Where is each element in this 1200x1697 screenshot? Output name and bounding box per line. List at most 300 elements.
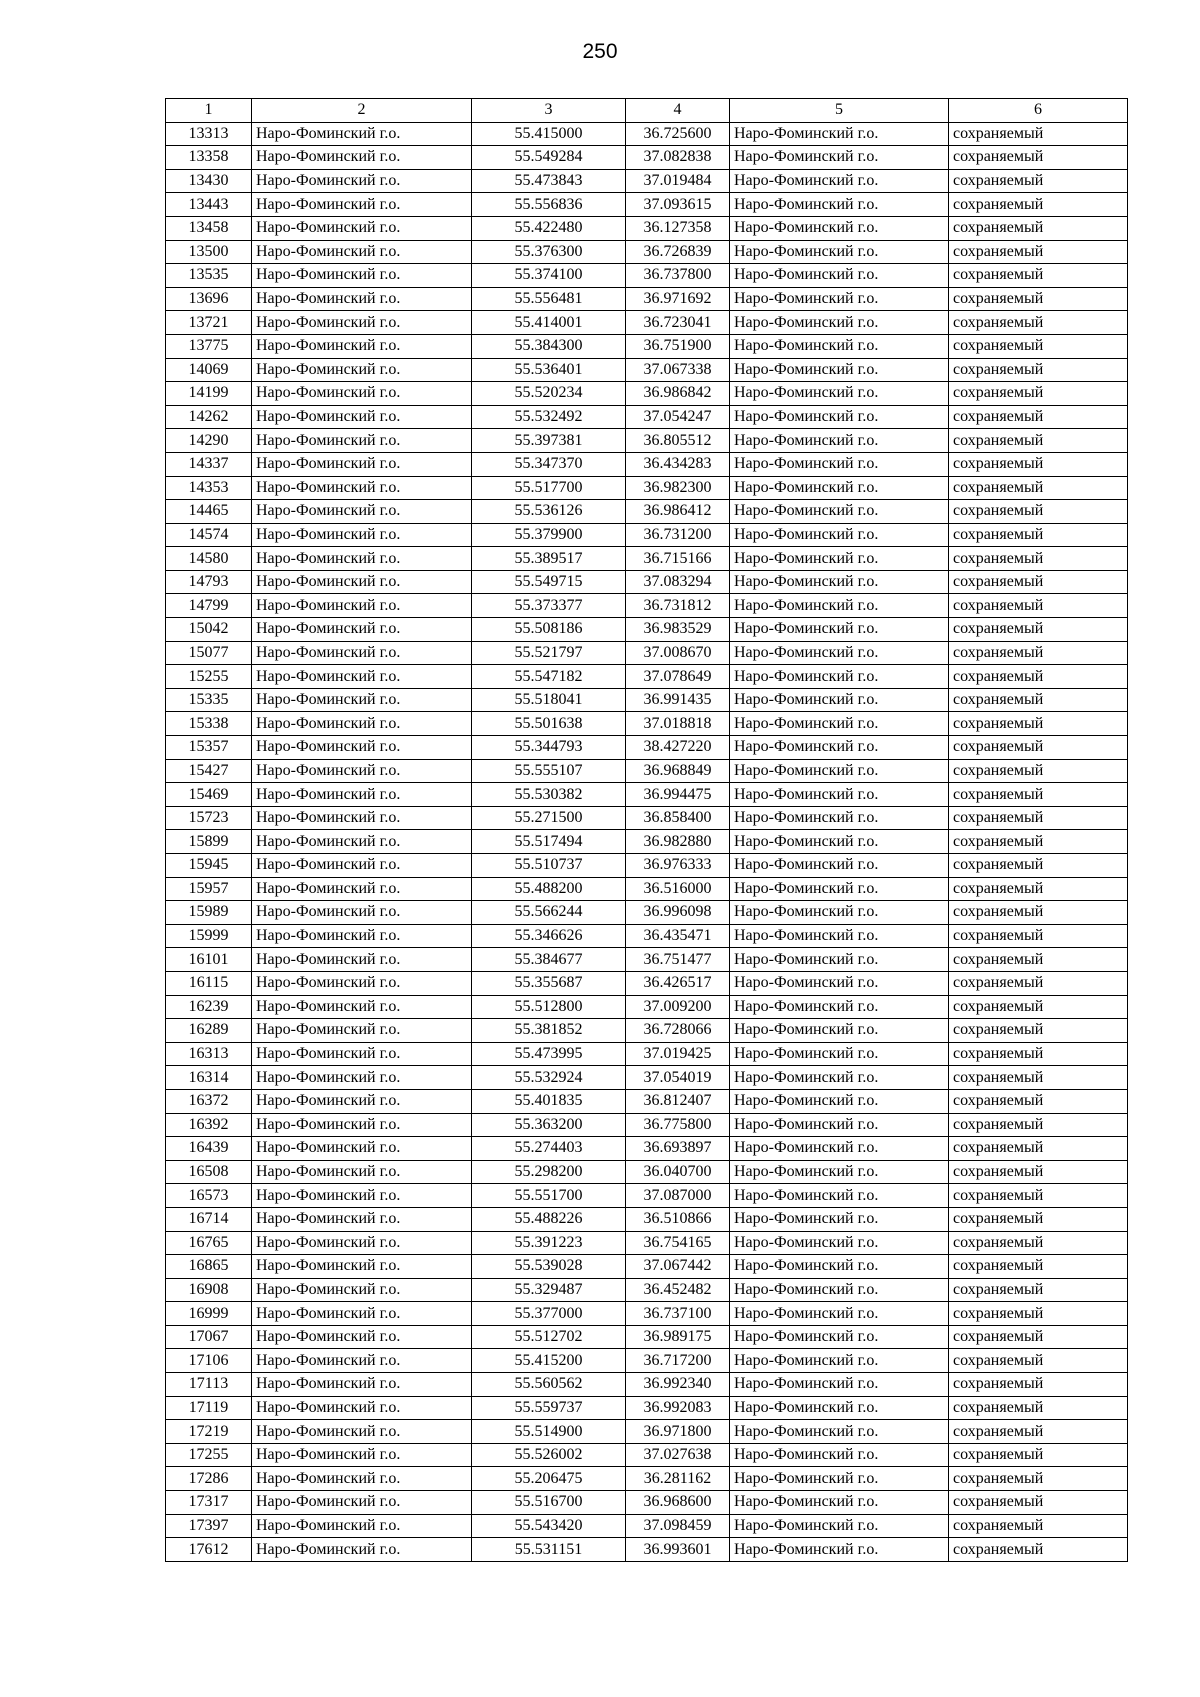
cell-district: Наро-Фоминский г.о. <box>252 429 472 453</box>
cell-status: сохраняемый <box>949 169 1128 193</box>
cell-longitude: 36.993601 <box>626 1538 730 1562</box>
cell-latitude: 55.549715 <box>472 570 626 594</box>
table-row <box>166 264 1128 288</box>
cell-district: Наро-Фоминский г.о. <box>252 570 472 594</box>
cell-status: сохраняемый <box>949 1514 1128 1538</box>
cell-id: 17255 <box>166 1443 252 1467</box>
cell-status: сохраняемый <box>949 570 1128 594</box>
cell-status: сохраняемый <box>949 1019 1128 1043</box>
cell-district: Наро-Фоминский г.о. <box>252 618 472 642</box>
cell-longitude: 37.019484 <box>626 169 730 193</box>
cell-id: 14465 <box>166 500 252 524</box>
table-row <box>166 193 1128 217</box>
cell-latitude: 55.520234 <box>472 382 626 406</box>
cell-municipality: Наро-Фоминский г.о. <box>730 1396 949 1420</box>
table-row <box>166 1302 1128 1326</box>
cell-district: Наро-Фоминский г.о. <box>252 665 472 689</box>
cell-district: Наро-Фоминский г.о. <box>252 783 472 807</box>
cell-district: Наро-Фоминский г.о. <box>252 1255 472 1279</box>
cell-municipality: Наро-Фоминский г.о. <box>730 948 949 972</box>
cell-status: сохраняемый <box>949 1160 1128 1184</box>
cell-id: 13500 <box>166 240 252 264</box>
table-row <box>166 783 1128 807</box>
cell-id: 16439 <box>166 1137 252 1161</box>
cell-district: Наро-Фоминский г.о. <box>252 287 472 311</box>
cell-district: Наро-Фоминский г.о. <box>252 830 472 854</box>
cell-id: 16101 <box>166 948 252 972</box>
cell-latitude: 55.531151 <box>472 1538 626 1562</box>
cell-latitude: 55.516700 <box>472 1491 626 1515</box>
cell-status: сохраняемый <box>949 216 1128 240</box>
cell-id: 15999 <box>166 924 252 948</box>
cell-longitude: 36.982300 <box>626 476 730 500</box>
table-row <box>166 948 1128 972</box>
cell-municipality: Наро-Фоминский г.о. <box>730 1373 949 1397</box>
cell-status: сохраняемый <box>949 1538 1128 1562</box>
cell-latitude: 55.473995 <box>472 1042 626 1066</box>
table-row <box>166 712 1128 736</box>
cell-latitude: 55.508186 <box>472 618 626 642</box>
cell-longitude: 36.996098 <box>626 901 730 925</box>
cell-latitude: 55.347370 <box>472 452 626 476</box>
cell-municipality: Наро-Фоминский г.о. <box>730 830 949 854</box>
cell-longitude: 37.009200 <box>626 995 730 1019</box>
cell-municipality: Наро-Фоминский г.о. <box>730 1113 949 1137</box>
cell-municipality: Наро-Фоминский г.о. <box>730 712 949 736</box>
cell-id: 15989 <box>166 901 252 925</box>
cell-district: Наро-Фоминский г.о. <box>252 901 472 925</box>
cell-latitude: 55.488200 <box>472 877 626 901</box>
cell-status: сохраняемый <box>949 783 1128 807</box>
table-row <box>166 1255 1128 1279</box>
cell-status: сохраняемый <box>949 429 1128 453</box>
cell-latitude: 55.391223 <box>472 1231 626 1255</box>
cell-longitude: 37.098459 <box>626 1514 730 1538</box>
cell-district: Наро-Фоминский г.о. <box>252 146 472 170</box>
cell-municipality: Наро-Фоминский г.о. <box>730 523 949 547</box>
cell-longitude: 36.968600 <box>626 1491 730 1515</box>
cell-status: сохраняемый <box>949 1349 1128 1373</box>
cell-id: 16865 <box>166 1255 252 1279</box>
table-row <box>166 759 1128 783</box>
cell-district: Наро-Фоминский г.о. <box>252 1302 472 1326</box>
cell-district: Наро-Фоминский г.о. <box>252 712 472 736</box>
cell-id: 14199 <box>166 382 252 406</box>
cell-id: 13443 <box>166 193 252 217</box>
cell-municipality: Наро-Фоминский г.о. <box>730 570 949 594</box>
cell-id: 17119 <box>166 1396 252 1420</box>
cell-district: Наро-Фоминский г.о. <box>252 1467 472 1491</box>
table-header-row <box>166 99 1128 123</box>
table-row <box>166 429 1128 453</box>
cell-latitude: 55.473843 <box>472 169 626 193</box>
cell-longitude: 36.994475 <box>626 783 730 807</box>
cell-latitude: 55.514900 <box>472 1420 626 1444</box>
cell-municipality: Наро-Фоминский г.о. <box>730 1514 949 1538</box>
cell-municipality: Наро-Фоминский г.о. <box>730 1349 949 1373</box>
cell-district: Наро-Фоминский г.о. <box>252 1396 472 1420</box>
cell-municipality: Наро-Фоминский г.о. <box>730 287 949 311</box>
cell-municipality: Наро-Фоминский г.о. <box>730 405 949 429</box>
cell-longitude: 36.751477 <box>626 948 730 972</box>
cell-municipality: Наро-Фоминский г.о. <box>730 1538 949 1562</box>
column-header: 5 <box>730 99 949 123</box>
cell-status: сохраняемый <box>949 854 1128 878</box>
cell-id: 14580 <box>166 547 252 571</box>
data-table-container <box>165 98 1127 1562</box>
table-row <box>166 1066 1128 1090</box>
cell-longitude: 36.971800 <box>626 1420 730 1444</box>
cell-longitude: 36.992340 <box>626 1373 730 1397</box>
cell-municipality: Наро-Фоминский г.о. <box>730 806 949 830</box>
cell-district: Наро-Фоминский г.о. <box>252 1113 472 1137</box>
cell-municipality: Наро-Фоминский г.о. <box>730 971 949 995</box>
cell-latitude: 55.539028 <box>472 1255 626 1279</box>
cell-municipality: Наро-Фоминский г.о. <box>730 688 949 712</box>
cell-municipality: Наро-Фоминский г.о. <box>730 1089 949 1113</box>
cell-district: Наро-Фоминский г.о. <box>252 877 472 901</box>
cell-latitude: 55.344793 <box>472 736 626 760</box>
cell-municipality: Наро-Фоминский г.о. <box>730 1042 949 1066</box>
table-row <box>166 382 1128 406</box>
table-row <box>166 287 1128 311</box>
cell-id: 15899 <box>166 830 252 854</box>
cell-id: 15427 <box>166 759 252 783</box>
column-header: 1 <box>166 99 252 123</box>
table-row <box>166 311 1128 335</box>
cell-status: сохраняемый <box>949 948 1128 972</box>
table-row <box>166 1042 1128 1066</box>
cell-municipality: Наро-Фоминский г.о. <box>730 122 949 146</box>
table-row <box>166 570 1128 594</box>
table-row <box>166 1137 1128 1161</box>
cell-status: сохраняемый <box>949 500 1128 524</box>
cell-id: 13430 <box>166 169 252 193</box>
table-row <box>166 1184 1128 1208</box>
cell-status: сохраняемый <box>949 1278 1128 1302</box>
cell-latitude: 55.532492 <box>472 405 626 429</box>
cell-status: сохраняемый <box>949 1042 1128 1066</box>
cell-latitude: 55.377000 <box>472 1302 626 1326</box>
table-row <box>166 216 1128 240</box>
cell-longitude: 36.726839 <box>626 240 730 264</box>
cell-municipality: Наро-Фоминский г.о. <box>730 759 949 783</box>
page-number: 250 <box>582 40 618 63</box>
cell-district: Наро-Фоминский г.о. <box>252 1042 472 1066</box>
cell-latitude: 55.389517 <box>472 547 626 571</box>
table-row <box>166 1373 1128 1397</box>
cell-latitude: 55.510737 <box>472 854 626 878</box>
cell-district: Наро-Фоминский г.о. <box>252 1514 472 1538</box>
table-row <box>166 1514 1128 1538</box>
cell-district: Наро-Фоминский г.о. <box>252 854 472 878</box>
cell-id: 16714 <box>166 1207 252 1231</box>
cell-district: Наро-Фоминский г.о. <box>252 806 472 830</box>
table-row <box>166 806 1128 830</box>
cell-longitude: 36.986412 <box>626 500 730 524</box>
table-row <box>166 1160 1128 1184</box>
cell-latitude: 55.555107 <box>472 759 626 783</box>
cell-latitude: 55.536126 <box>472 500 626 524</box>
cell-id: 13775 <box>166 334 252 358</box>
cell-id: 17397 <box>166 1514 252 1538</box>
cell-municipality: Наро-Фоминский г.о. <box>730 193 949 217</box>
cell-status: сохраняемый <box>949 830 1128 854</box>
cell-status: сохраняемый <box>949 287 1128 311</box>
cell-municipality: Наро-Фоминский г.о. <box>730 1231 949 1255</box>
cell-status: сохраняемый <box>949 1420 1128 1444</box>
cell-district: Наро-Фоминский г.о. <box>252 1538 472 1562</box>
cell-longitude: 36.775800 <box>626 1113 730 1137</box>
cell-id: 15945 <box>166 854 252 878</box>
cell-municipality: Наро-Фоминский г.о. <box>730 783 949 807</box>
cell-id: 17113 <box>166 1373 252 1397</box>
cell-district: Наро-Фоминский г.о. <box>252 547 472 571</box>
cell-longitude: 36.754165 <box>626 1231 730 1255</box>
cell-id: 14574 <box>166 523 252 547</box>
cell-longitude: 36.731200 <box>626 523 730 547</box>
cell-district: Наро-Фоминский г.о. <box>252 1137 472 1161</box>
cell-district: Наро-Фоминский г.о. <box>252 311 472 335</box>
table-row <box>166 924 1128 948</box>
cell-longitude: 36.728066 <box>626 1019 730 1043</box>
cell-longitude: 37.027638 <box>626 1443 730 1467</box>
cell-id: 17317 <box>166 1491 252 1515</box>
cell-latitude: 55.560562 <box>472 1373 626 1397</box>
cell-id: 16765 <box>166 1231 252 1255</box>
cell-latitude: 55.521797 <box>472 641 626 665</box>
cell-municipality: Наро-Фоминский г.о. <box>730 594 949 618</box>
cell-municipality: Наро-Фоминский г.о. <box>730 1137 949 1161</box>
cell-district: Наро-Фоминский г.о. <box>252 382 472 406</box>
table-row <box>166 1325 1128 1349</box>
cell-id: 16392 <box>166 1113 252 1137</box>
cell-district: Наро-Фоминский г.о. <box>252 688 472 712</box>
cell-latitude: 55.355687 <box>472 971 626 995</box>
cell-district: Наро-Фоминский г.о. <box>252 1491 472 1515</box>
cell-district: Наро-Фоминский г.о. <box>252 122 472 146</box>
cell-longitude: 37.008670 <box>626 641 730 665</box>
cell-status: сохраняемый <box>949 358 1128 382</box>
table-row <box>166 641 1128 665</box>
cell-longitude: 36.731812 <box>626 594 730 618</box>
cell-latitude: 55.397381 <box>472 429 626 453</box>
column-header: 3 <box>472 99 626 123</box>
cell-latitude: 55.526002 <box>472 1443 626 1467</box>
cell-id: 16239 <box>166 995 252 1019</box>
cell-latitude: 55.488226 <box>472 1207 626 1231</box>
cell-status: сохраняемый <box>949 712 1128 736</box>
cell-id: 16115 <box>166 971 252 995</box>
table-row <box>166 1207 1128 1231</box>
table-row <box>166 901 1128 925</box>
cell-district: Наро-Фоминский г.о. <box>252 1184 472 1208</box>
cell-district: Наро-Фоминский г.о. <box>252 1278 472 1302</box>
cell-id: 15723 <box>166 806 252 830</box>
cell-longitude: 36.715166 <box>626 547 730 571</box>
table-row <box>166 476 1128 500</box>
cell-id: 16314 <box>166 1066 252 1090</box>
cell-id: 15338 <box>166 712 252 736</box>
cell-latitude: 55.559737 <box>472 1396 626 1420</box>
cell-district: Наро-Фоминский г.о. <box>252 358 472 382</box>
table-row <box>166 877 1128 901</box>
table-row <box>166 1231 1128 1255</box>
cell-status: сохраняемый <box>949 924 1128 948</box>
cell-district: Наро-Фоминский г.о. <box>252 971 472 995</box>
cell-municipality: Наро-Фоминский г.о. <box>730 618 949 642</box>
cell-latitude: 55.373377 <box>472 594 626 618</box>
cell-status: сохраняемый <box>949 1066 1128 1090</box>
cell-municipality: Наро-Фоминский г.о. <box>730 1491 949 1515</box>
cell-latitude: 55.384677 <box>472 948 626 972</box>
cell-municipality: Наро-Фоминский г.о. <box>730 476 949 500</box>
cell-id: 14262 <box>166 405 252 429</box>
table-row <box>166 1278 1128 1302</box>
cell-district: Наро-Фоминский г.о. <box>252 1325 472 1349</box>
cell-municipality: Наро-Фоминский г.о. <box>730 358 949 382</box>
cell-latitude: 55.556481 <box>472 287 626 311</box>
cell-longitude: 36.737800 <box>626 264 730 288</box>
cell-latitude: 55.414001 <box>472 311 626 335</box>
cell-longitude: 36.452482 <box>626 1278 730 1302</box>
table-row <box>166 971 1128 995</box>
table-row <box>166 452 1128 476</box>
cell-status: сохраняемый <box>949 523 1128 547</box>
cell-status: сохраняемый <box>949 1137 1128 1161</box>
table-row <box>166 240 1128 264</box>
cell-longitude: 36.991435 <box>626 688 730 712</box>
table-body <box>166 122 1128 1561</box>
cell-longitude: 36.426517 <box>626 971 730 995</box>
cell-longitude: 36.982880 <box>626 830 730 854</box>
cell-id: 15042 <box>166 618 252 642</box>
cell-id: 14337 <box>166 452 252 476</box>
cell-district: Наро-Фоминский г.о. <box>252 334 472 358</box>
cell-municipality: Наро-Фоминский г.о. <box>730 311 949 335</box>
cell-status: сохраняемый <box>949 476 1128 500</box>
column-header: 2 <box>252 99 472 123</box>
cell-longitude: 36.989175 <box>626 1325 730 1349</box>
cell-id: 16508 <box>166 1160 252 1184</box>
cell-latitude: 55.549284 <box>472 146 626 170</box>
cell-id: 17286 <box>166 1467 252 1491</box>
cell-status: сохраняемый <box>949 146 1128 170</box>
cell-municipality: Наро-Фоминский г.о. <box>730 1302 949 1326</box>
table-row <box>166 405 1128 429</box>
cell-latitude: 55.543420 <box>472 1514 626 1538</box>
table-row <box>166 830 1128 854</box>
cell-district: Наро-Фоминский г.о. <box>252 924 472 948</box>
cell-district: Наро-Фоминский г.о. <box>252 594 472 618</box>
cell-status: сохраняемый <box>949 618 1128 642</box>
table-row <box>166 1443 1128 1467</box>
cell-longitude: 36.516000 <box>626 877 730 901</box>
cell-district: Наро-Фоминский г.о. <box>252 452 472 476</box>
cell-latitude: 55.415200 <box>472 1349 626 1373</box>
table-row <box>166 334 1128 358</box>
cell-longitude: 37.067338 <box>626 358 730 382</box>
cell-status: сохраняемый <box>949 240 1128 264</box>
cell-id: 15957 <box>166 877 252 901</box>
cell-longitude: 36.992083 <box>626 1396 730 1420</box>
table-row <box>166 995 1128 1019</box>
cell-municipality: Наро-Фоминский г.о. <box>730 901 949 925</box>
cell-municipality: Наро-Фоминский г.о. <box>730 1420 949 1444</box>
cell-id: 16313 <box>166 1042 252 1066</box>
cell-id: 14799 <box>166 594 252 618</box>
cell-id: 15077 <box>166 641 252 665</box>
cell-longitude: 37.054247 <box>626 405 730 429</box>
cell-longitude: 36.976333 <box>626 854 730 878</box>
cell-municipality: Наро-Фоминский г.о. <box>730 1019 949 1043</box>
cell-municipality: Наро-Фоминский г.о. <box>730 429 949 453</box>
cell-latitude: 55.298200 <box>472 1160 626 1184</box>
cell-status: сохраняемый <box>949 594 1128 618</box>
table-row <box>166 1019 1128 1043</box>
cell-longitude: 37.087000 <box>626 1184 730 1208</box>
cell-latitude: 55.530382 <box>472 783 626 807</box>
cell-status: сохраняемый <box>949 688 1128 712</box>
cell-municipality: Наро-Фоминский г.о. <box>730 1467 949 1491</box>
cell-id: 13313 <box>166 122 252 146</box>
cell-municipality: Наро-Фоминский г.о. <box>730 169 949 193</box>
cell-longitude: 36.968849 <box>626 759 730 783</box>
cell-latitude: 55.384300 <box>472 334 626 358</box>
table-row <box>166 547 1128 571</box>
cell-latitude: 55.206475 <box>472 1467 626 1491</box>
cell-latitude: 55.415000 <box>472 122 626 146</box>
cell-status: сохраняемый <box>949 1113 1128 1137</box>
cell-latitude: 55.556836 <box>472 193 626 217</box>
cell-municipality: Наро-Фоминский г.о. <box>730 854 949 878</box>
cell-latitude: 55.551700 <box>472 1184 626 1208</box>
table-row <box>166 169 1128 193</box>
cell-latitude: 55.363200 <box>472 1113 626 1137</box>
cell-longitude: 37.093615 <box>626 193 730 217</box>
cell-district: Наро-Фоминский г.о. <box>252 1443 472 1467</box>
cell-status: сохраняемый <box>949 1467 1128 1491</box>
cell-id: 15335 <box>166 688 252 712</box>
cell-id: 15255 <box>166 665 252 689</box>
cell-status: сохраняемый <box>949 1396 1128 1420</box>
cell-latitude: 55.512702 <box>472 1325 626 1349</box>
cell-latitude: 55.517494 <box>472 830 626 854</box>
cell-longitude: 37.054019 <box>626 1066 730 1090</box>
cell-status: сохраняемый <box>949 122 1128 146</box>
cell-longitude: 36.812407 <box>626 1089 730 1113</box>
cell-status: сохраняемый <box>949 1491 1128 1515</box>
cell-municipality: Наро-Фоминский г.о. <box>730 924 949 948</box>
cell-status: сохраняемый <box>949 806 1128 830</box>
cell-status: сохраняемый <box>949 759 1128 783</box>
cell-status: сохраняемый <box>949 877 1128 901</box>
cell-municipality: Наро-Фоминский г.о. <box>730 264 949 288</box>
cell-longitude: 36.723041 <box>626 311 730 335</box>
cell-id: 15469 <box>166 783 252 807</box>
cell-status: сохраняемый <box>949 641 1128 665</box>
cell-id: 13358 <box>166 146 252 170</box>
cell-status: сохраняемый <box>949 1089 1128 1113</box>
cell-latitude: 55.346626 <box>472 924 626 948</box>
cell-municipality: Наро-Фоминский г.о. <box>730 334 949 358</box>
cell-id: 14793 <box>166 570 252 594</box>
cell-status: сохраняемый <box>949 547 1128 571</box>
cell-id: 16372 <box>166 1089 252 1113</box>
cell-municipality: Наро-Фоминский г.о. <box>730 1325 949 1349</box>
cell-status: сохраняемый <box>949 1325 1128 1349</box>
cell-longitude: 37.082838 <box>626 146 730 170</box>
